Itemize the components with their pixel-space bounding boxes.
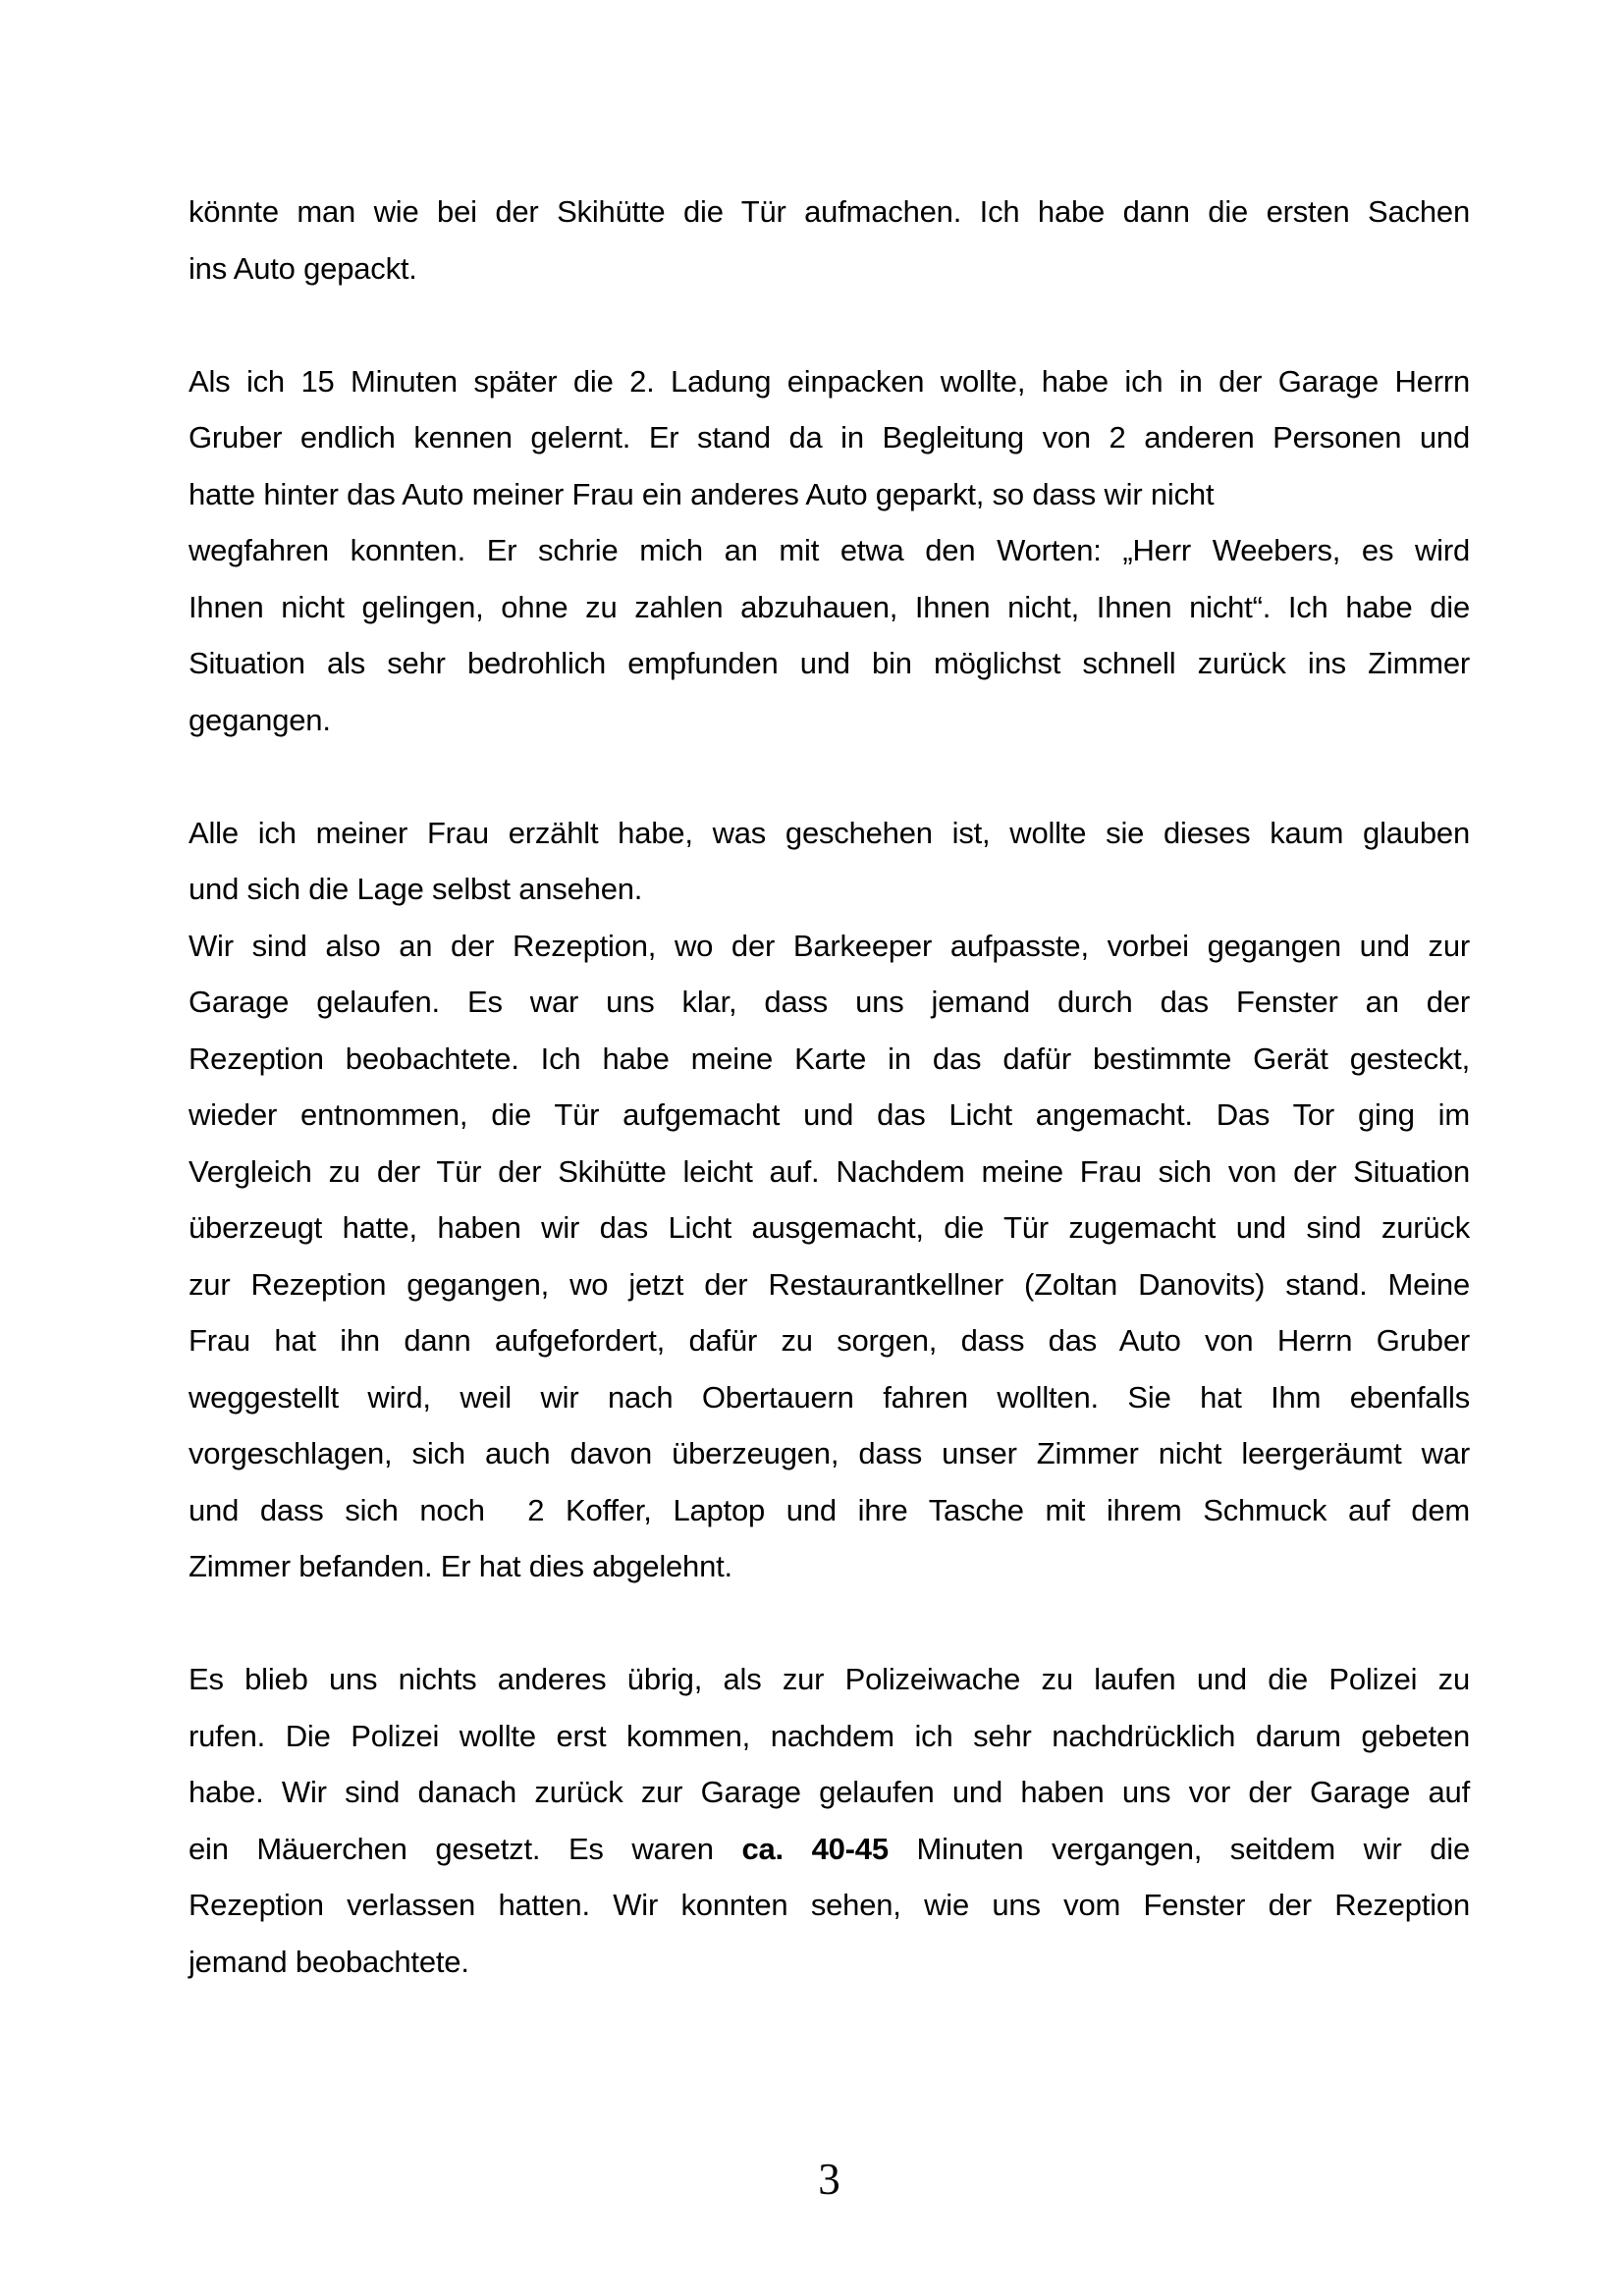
document-body [189, 184, 1470, 1990]
text-line: Garage gelaufen. Es war uns klar, dass uns jemand durch das Fenster an der [189, 985, 1470, 1019]
text-line: könnte man wie bei der Skihütte die Tür aufmachen. Ich habe dann die ersten Sachen [189, 194, 1470, 229]
text-line: jemand beobachtete. [189, 1944, 469, 1979]
text-line: Rezeption beobachtete. Ich habe meine Karte in das dafür bestimmte Gerät gesteckt, [189, 1041, 1470, 1076]
text-line: gegangen. [189, 702, 331, 737]
page-number: 3 [818, 2155, 840, 2204]
text-line: Als ich 15 Minuten später die 2. Ladung einpacken wollte, habe ich in der Garage Herrn [189, 363, 1470, 399]
paragraph-2 [189, 353, 1470, 749]
text-line: Alle ich meiner Frau erzählt habe, was geschehen ist, wollte sie dieses kaum glauben [189, 815, 1470, 850]
text-segment: Minuten vergangen, seitdem wir die [888, 1831, 1470, 1866]
text-line: weggestellt wird, weil wir nach Obertauern fahren wollten. Sie hat Ihm ebenfalls [189, 1379, 1470, 1415]
text-line: Ihnen nicht gelingen, ohne zu zahlen abzuhauen, Ihnen nicht, Ihnen nicht“. Ich habe die [189, 589, 1470, 624]
text-line: und sich die Lage selbst ansehen. [189, 872, 643, 906]
text-line: Vergleich zu der Tür der Skihütte leicht auf. Nachdem meine Frau sich von der Situation [189, 1153, 1470, 1189]
text-line: vorgeschlagen, sich auch davon überzeugen, dass unser Zimmer nicht leergeräumt war [189, 1436, 1470, 1470]
text-line: zur Rezeption gegangen, wo jetzt der Restaurantkellner (Zoltan Danovits) stand. Meine [189, 1266, 1470, 1302]
paragraph-3 [189, 805, 1470, 918]
text-segment-bold: ca. 40-45 [741, 1831, 889, 1866]
text-line: habe. Wir sind danach zurück zur Garage gelaufen und haben uns vor der Garage auf [189, 1775, 1470, 1809]
text-line: und dass sich noch 2 Koffer, Laptop und ihre Tasche mit ihrem Schmuck auf dem [189, 1492, 1470, 1527]
text-line: Wir sind also an der Rezeption, wo der Barkeeper aufpasste, vorbei gegangen und zur [189, 928, 1470, 963]
text-line: Situation als sehr bedrohlich empfunden und bin möglichst schnell zurück ins Zimmer [189, 646, 1470, 680]
paragraph-4 [189, 918, 1470, 1595]
text-line: Gruber endlich kennen gelernt. Er stand da in Begleitung von 2 anderen Personen und [189, 420, 1470, 454]
text-line: rufen. Die Polizei wollte erst kommen, nachdem ich sehr nachdrücklich darum gebeten [189, 1718, 1470, 1753]
text-line: Frau hat ihn dann aufgefordert, dafür zu sorgen, dass das Auto von Herrn Gruber [189, 1323, 1470, 1358]
text-segment: ein Mäuerchen gesetzt. Es waren [189, 1831, 742, 1866]
text-line: Es blieb uns nichts anderes übrig, als zur Polizeiwache zu laufen und die Polizei zu [189, 1662, 1470, 1696]
text-line: ins Auto gepackt. [189, 250, 417, 286]
text-line: hatte hinter das Auto meiner Frau ein anderes Auto geparkt, so dass wir nicht [189, 476, 1215, 511]
text-line: Zimmer befanden. Er hat dies abgelehnt. [189, 1549, 732, 1583]
paragraph-5 [189, 1651, 1470, 1990]
text-line: wieder entnommen, die Tür aufgemacht und das Licht angemacht. Das Tor ging im [189, 1097, 1470, 1132]
text-line: überzeugt hatte, haben wir das Licht ausgemacht, die Tür zugemacht und sind zurück [189, 1210, 1470, 1245]
text-line-with-bold [189, 1821, 1470, 1878]
text-line: Rezeption verlassen hatten. Wir konnten sehen, wie uns vom Fenster der Rezeption [189, 1888, 1470, 1922]
paragraph-1 [189, 184, 1470, 296]
text-line: wegfahren konnten. Er schrie mich an mit etwa den Worten: „Herr Weebers, es wird [189, 533, 1470, 567]
